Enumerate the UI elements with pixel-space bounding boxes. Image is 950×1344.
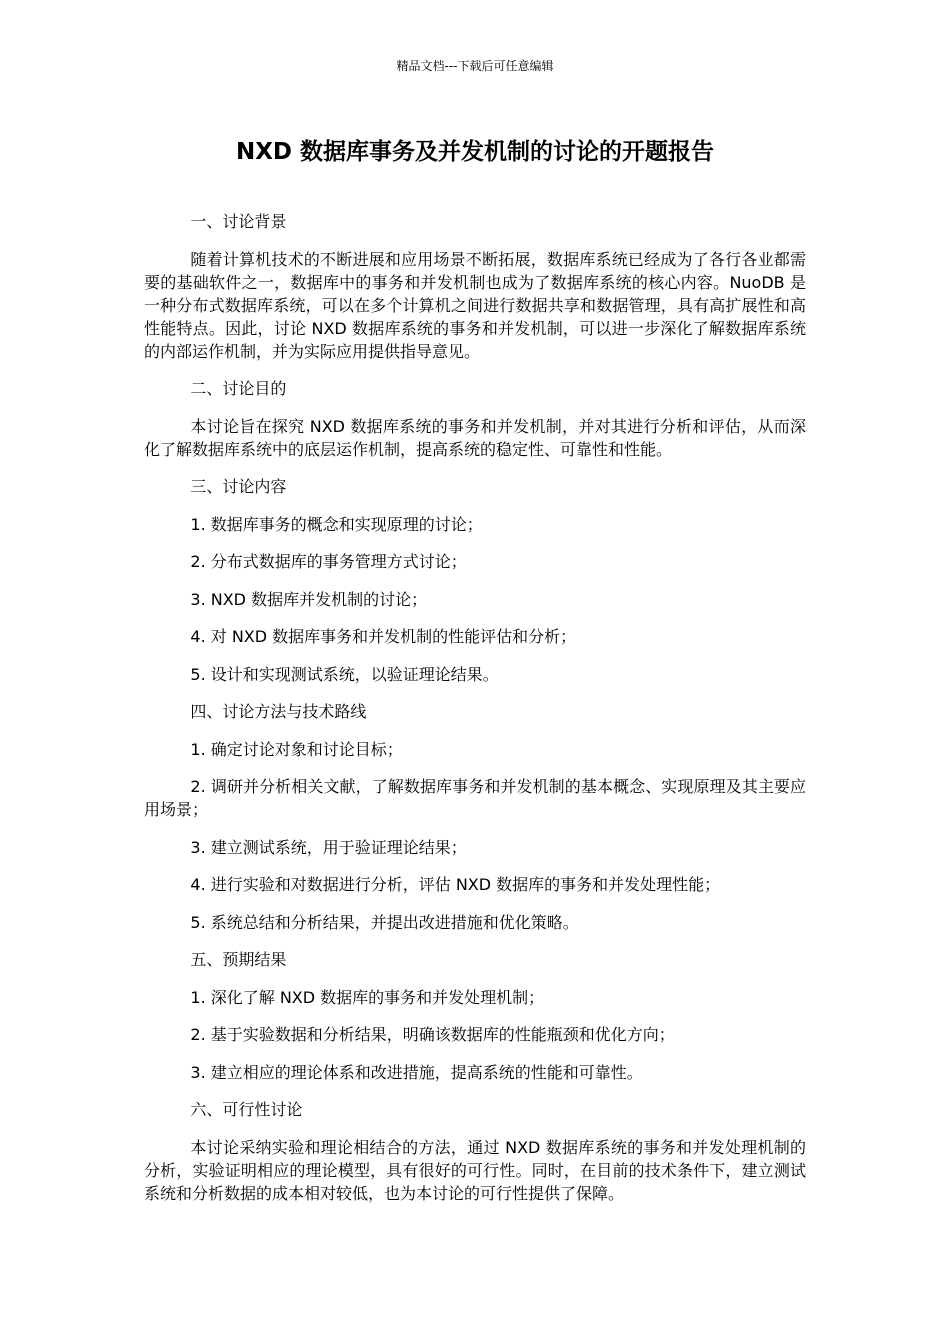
paragraph: 5. 设计和实现测试系统，以验证理论结果。 xyxy=(190,664,499,684)
paragraph: 4. 对 NXD 数据库事务和并发机制的性能评估和分析； xyxy=(190,627,577,646)
paragraph: 3. NXD 数据库并发机制的讨论； xyxy=(190,589,428,609)
paragraph: 1. 深化了解 NXD 数据库的事务和并发处理机制； xyxy=(190,987,545,1007)
header-note: 精品文档---下载后可任意编辑 xyxy=(396,59,554,73)
paragraph: 本讨论旨在探究 NXD 数据库系统的事务和并发机制，并对其进行分析和评估，从而深化了解数据库系统中的底层运作机制，提高系统的稳定性、可靠性和性能。 xyxy=(144,416,806,459)
paragraph: 3. 建立测试系统，用于验证理论结果； xyxy=(190,837,467,857)
section-heading: 四、讨论方法与技术路线 xyxy=(190,702,367,721)
section-heading: 五、预期结果 xyxy=(190,950,287,969)
document-title: NXD 数据库事务及并发机制的讨论的开题报告 xyxy=(235,139,715,165)
paragraph: 2. 基于实验数据和分析结果，明确该数据库的性能瓶颈和优化方向； xyxy=(190,1025,675,1044)
paragraph: 5. 系统总结和分析结果，并提出改进措施和优化策略。 xyxy=(190,912,579,932)
section-heading: 一、讨论背景 xyxy=(190,212,287,231)
section-heading: 二、讨论目的 xyxy=(190,379,287,398)
section-heading: 三、讨论内容 xyxy=(190,477,287,496)
document-body xyxy=(144,210,806,1219)
paragraph: 随着计算机技术的不断进展和应用场景不断拓展，数据库系统已经成为了各行各业都需要的基础软件之一，数据库中的事务和并发机制也成为了数据库系统的核心内容。NuoDB 是一种分布式数据库系统，可以在多个计算机之间进行数据共享和数据管理，具有高扩展性和高性能特点。因此，讨论 NXD 数据库系统的事务和并发机制，可以进一步深化了解数据库系统的内部运作机制，并为实际应用提供指导意见。 xyxy=(144,249,806,361)
paragraph: 2. 调研并分析相关文献，了解数据库事务和并发机制的基本概念、实现原理及其主要应用场景； xyxy=(144,777,806,819)
paragraph: 1. 数据库事务的概念和实现原理的讨论； xyxy=(190,514,483,534)
section-heading: 六、可行性讨论 xyxy=(190,1100,303,1119)
paragraph: 4. 进行实验和对数据进行分析，评估 NXD 数据库的事务和并发处理性能； xyxy=(190,875,721,894)
paragraph: 1. 确定讨论对象和讨论目标； xyxy=(190,739,403,759)
paragraph: 2. 分布式数据库的事务管理方式讨论； xyxy=(190,552,467,571)
paragraph: 3. 建立相应的理论体系和改进措施，提高系统的性能和可靠性。 xyxy=(190,1062,643,1082)
paragraph: 本讨论采纳实验和理论相结合的方法，通过 NXD 数据库系统的事务和并发处理机制的分析，实验证明相应的理论模型，具有很好的可行性。同时，在目前的技术条件下，建立测试系统和分析数据的成本相对较低，也为本讨论的可行性提供了保障。 xyxy=(144,1137,806,1203)
